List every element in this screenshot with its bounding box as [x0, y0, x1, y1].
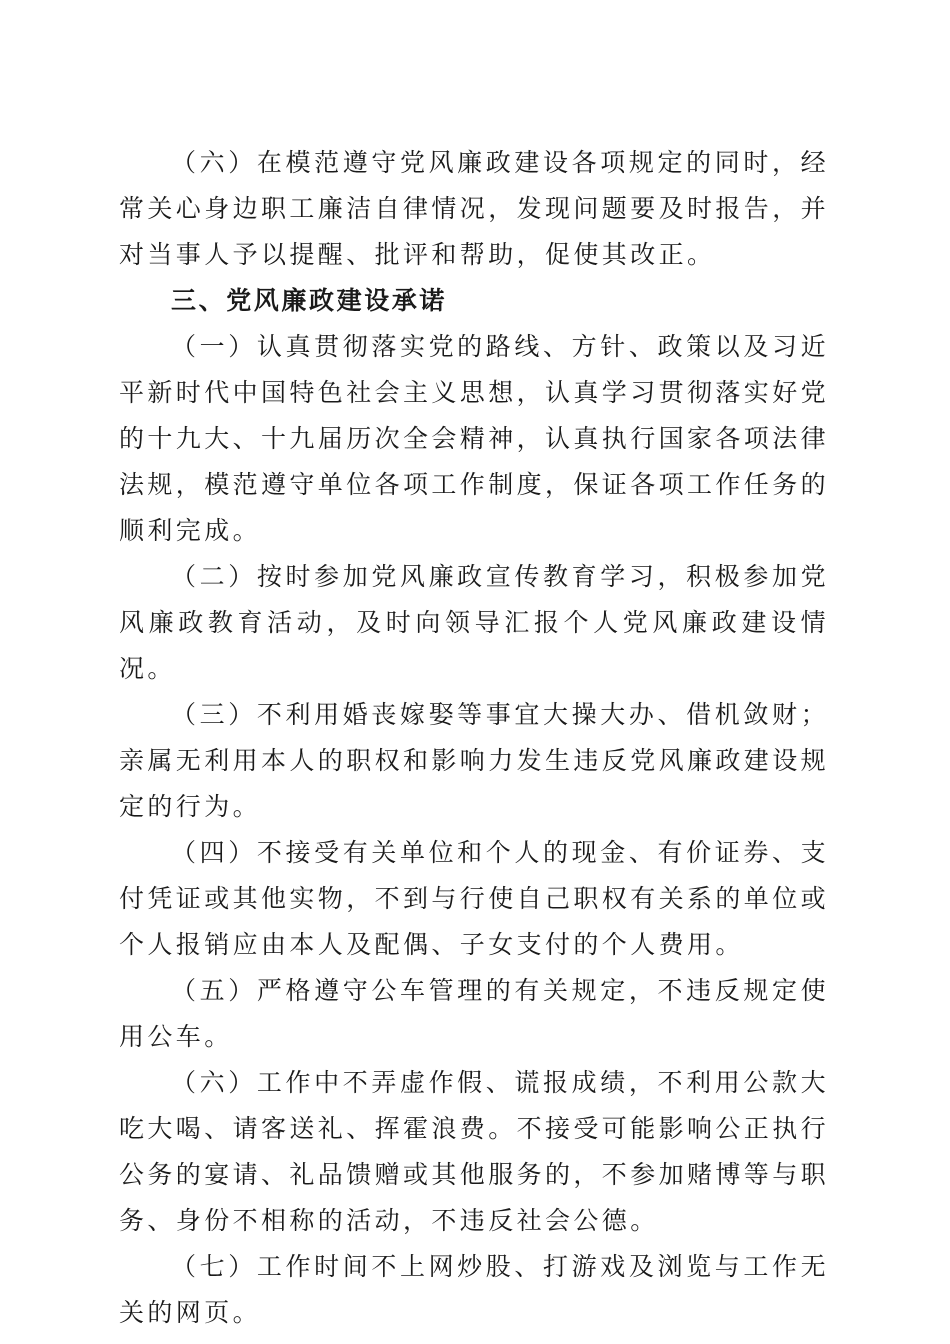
- paragraph-commitment-3: （三）不利用婚丧嫁娶等事宜大操大办、借机敛财；亲属无利用本人的职权和影响力发生违反党风廉政建设规定的行为。: [119, 700, 830, 821]
- paragraph-commitment-6: （六）工作中不弄虚作假、谎报成绩，不利用公款大吃大喝、请客送礼、挥霍浪费。不接受可能影响公正执行公务的宴请、礼品馈赠或其他服务的，不参加赌博等与职务、身份不相称的活动，不违反社会公德。: [119, 1068, 830, 1235]
- paragraph-commitment-2: （二）按时参加党风廉政宣传教育学习，积极参加党风廉政教育活动，及时向领导汇报个人党风廉政建设情况。: [119, 562, 829, 683]
- paragraph-commitment-5: （五）严格遵守公车管理的有关规定，不违反规定使用公车。: [119, 976, 829, 1051]
- paragraph-commitment-7: （七）工作时间不上网炒股、打游戏及浏览与工作无关的网页。: [119, 1252, 829, 1327]
- paragraph-commitment-1: （一）认真贯彻落实党的路线、方针、政策以及习近平新时代中国特色社会主义思想，认真学习贯彻落实好党的十九大、十九届历次全会精神，认真执行国家各项法律法规，模范遵守单位各项工作制度，保证各项工作任务的顺利完成。: [119, 332, 830, 545]
- section-heading-commitment: 三、党风廉政建设承诺: [171, 286, 448, 315]
- paragraph-commitment-4: （四）不接受有关单位和个人的现金、有价证券、支付凭证或其他实物，不到与行使自己职权有关系的单位或个人报销应由本人及配偶、子女支付的个人费用。: [119, 838, 830, 959]
- document-body: [119, 140, 829, 1336]
- paragraph-item-6-supervision: （六）在模范遵守党风廉政建设各项规定的同时，经常关心身边职工廉洁自律情况，发现问题要及时报告，并对当事人予以提醒、批评和帮助，促使其改正。: [119, 148, 830, 269]
